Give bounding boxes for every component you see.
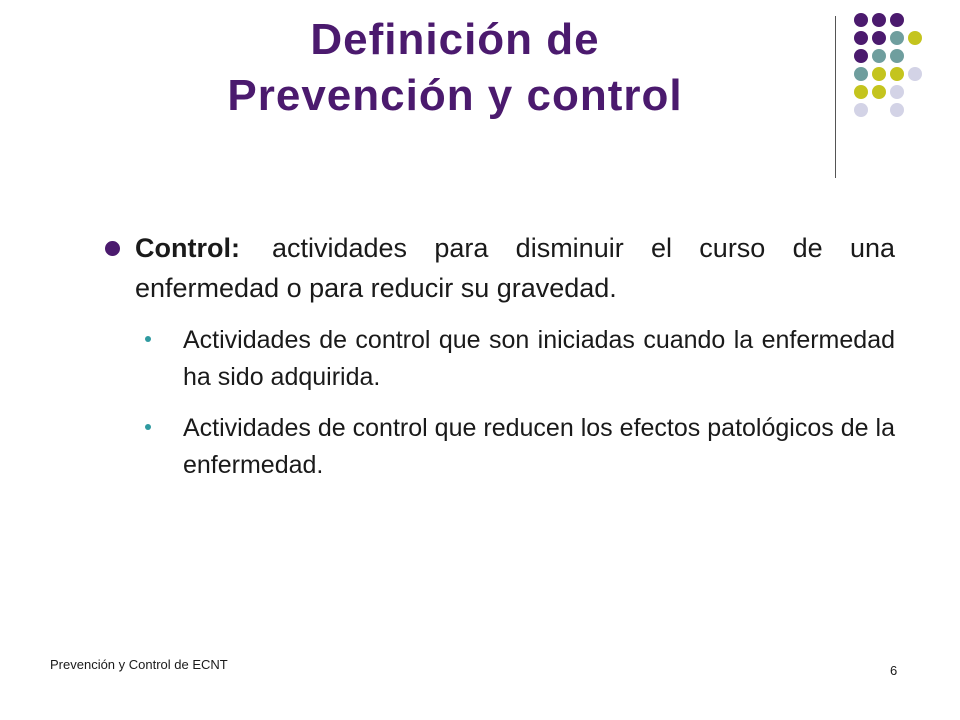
sub-bullet-dot <box>145 424 151 430</box>
decorative-dot <box>872 13 886 27</box>
decorative-dot <box>854 67 868 81</box>
decorative-dot <box>872 49 886 63</box>
sub-bullet-list <box>105 322 895 484</box>
main-bullet-label: Control: <box>135 233 240 263</box>
title-line-2: Prevención y control <box>227 71 683 120</box>
decorative-dot <box>890 49 904 63</box>
decorative-dot <box>890 103 904 117</box>
sub-bullet-dot <box>145 336 151 342</box>
decorative-dot <box>890 13 904 27</box>
page-number: 6 <box>890 663 898 678</box>
decorative-dot <box>854 85 868 99</box>
decorative-dot <box>872 31 886 45</box>
sub-bullet-text: Actividades de control que son iniciadas cuando la enfermedad ha sido adquirida. <box>183 326 895 391</box>
main-bullet-text: actividades para disminuir el curso de una enfermedad o para reducir su gravedad. <box>135 233 895 303</box>
main-bullet-dot <box>105 241 120 256</box>
decorative-dot <box>872 85 886 99</box>
footer-text: Prevención y Control de ECNT <box>50 657 228 672</box>
decorative-dot <box>854 13 868 27</box>
main-bullet-item <box>105 228 895 308</box>
decorative-dot <box>890 31 904 45</box>
decorative-dot <box>908 31 922 45</box>
sub-bullet-text: Actividades de control que reducen los efectos patológicos de la enfermedad. <box>183 414 895 479</box>
sub-bullet-item <box>183 322 895 396</box>
sub-bullet-item <box>183 410 895 484</box>
decorative-dot <box>908 67 922 81</box>
decorative-dot <box>890 85 904 99</box>
decorative-dot <box>890 67 904 81</box>
decorative-dot <box>854 103 868 117</box>
decorative-dot <box>854 49 868 63</box>
decorative-dot <box>854 31 868 45</box>
decorative-dot <box>872 67 886 81</box>
slide-content <box>105 228 895 484</box>
title-line-1: Definición de <box>310 15 600 64</box>
